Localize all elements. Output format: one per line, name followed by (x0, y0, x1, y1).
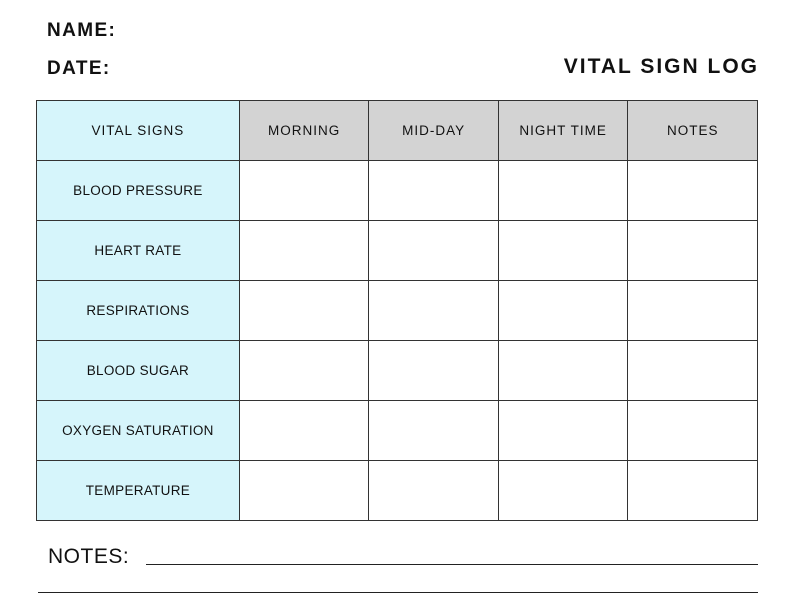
heart-rate-morning-cell[interactable] (239, 221, 369, 281)
column-header-morning: MORNING (239, 101, 369, 161)
date-label: DATE: (47, 58, 111, 79)
page-title: VITAL SIGN LOG (563, 55, 759, 78)
notes-label: NOTES: (48, 545, 130, 568)
row-label-heart-rate: HEART RATE (37, 221, 240, 281)
table-row (37, 401, 758, 461)
row-label-oxygen-saturation: OXYGEN SATURATION (37, 401, 240, 461)
blood-pressure-night-time-cell[interactable] (498, 161, 628, 221)
temperature-morning-cell[interactable] (239, 461, 369, 521)
blood-pressure-notes-cell[interactable] (628, 161, 758, 221)
oxygen-saturation-morning-cell[interactable] (239, 401, 369, 461)
heart-rate-mid-day-cell[interactable] (369, 221, 499, 281)
column-header-vital-signs: VITAL SIGNS (37, 101, 240, 161)
column-header-night-time: NIGHT TIME (498, 101, 628, 161)
blood-sugar-night-time-cell[interactable] (498, 341, 628, 401)
table-row (37, 281, 758, 341)
row-label-respirations: RESPIRATIONS (37, 281, 240, 341)
heart-rate-notes-cell[interactable] (628, 221, 758, 281)
respirations-mid-day-cell[interactable] (369, 281, 499, 341)
table-row (37, 221, 758, 281)
respirations-morning-cell[interactable] (239, 281, 369, 341)
table-row (37, 341, 758, 401)
heart-rate-night-time-cell[interactable] (498, 221, 628, 281)
temperature-night-time-cell[interactable] (498, 461, 628, 521)
oxygen-saturation-mid-day-cell[interactable] (369, 401, 499, 461)
temperature-notes-cell[interactable] (628, 461, 758, 521)
oxygen-saturation-night-time-cell[interactable] (498, 401, 628, 461)
notes-write-line[interactable] (38, 592, 758, 593)
oxygen-saturation-notes-cell[interactable] (628, 401, 758, 461)
column-header-mid-day: MID-DAY (369, 101, 499, 161)
column-header-notes: NOTES (628, 101, 758, 161)
blood-sugar-morning-cell[interactable] (239, 341, 369, 401)
notes-write-line[interactable] (146, 564, 758, 565)
blood-pressure-mid-day-cell[interactable] (369, 161, 499, 221)
row-label-blood-sugar: BLOOD SUGAR (37, 341, 240, 401)
table-row (37, 461, 758, 521)
name-label: NAME: (47, 20, 117, 41)
temperature-mid-day-cell[interactable] (369, 461, 499, 521)
blood-sugar-mid-day-cell[interactable] (369, 341, 499, 401)
respirations-night-time-cell[interactable] (498, 281, 628, 341)
blood-pressure-morning-cell[interactable] (239, 161, 369, 221)
row-label-blood-pressure: BLOOD PRESSURE (37, 161, 240, 221)
table-header-row (37, 101, 758, 161)
blood-sugar-notes-cell[interactable] (628, 341, 758, 401)
respirations-notes-cell[interactable] (628, 281, 758, 341)
table-row (37, 161, 758, 221)
row-label-temperature: TEMPERATURE (37, 461, 240, 521)
vital-sign-table (36, 100, 758, 521)
